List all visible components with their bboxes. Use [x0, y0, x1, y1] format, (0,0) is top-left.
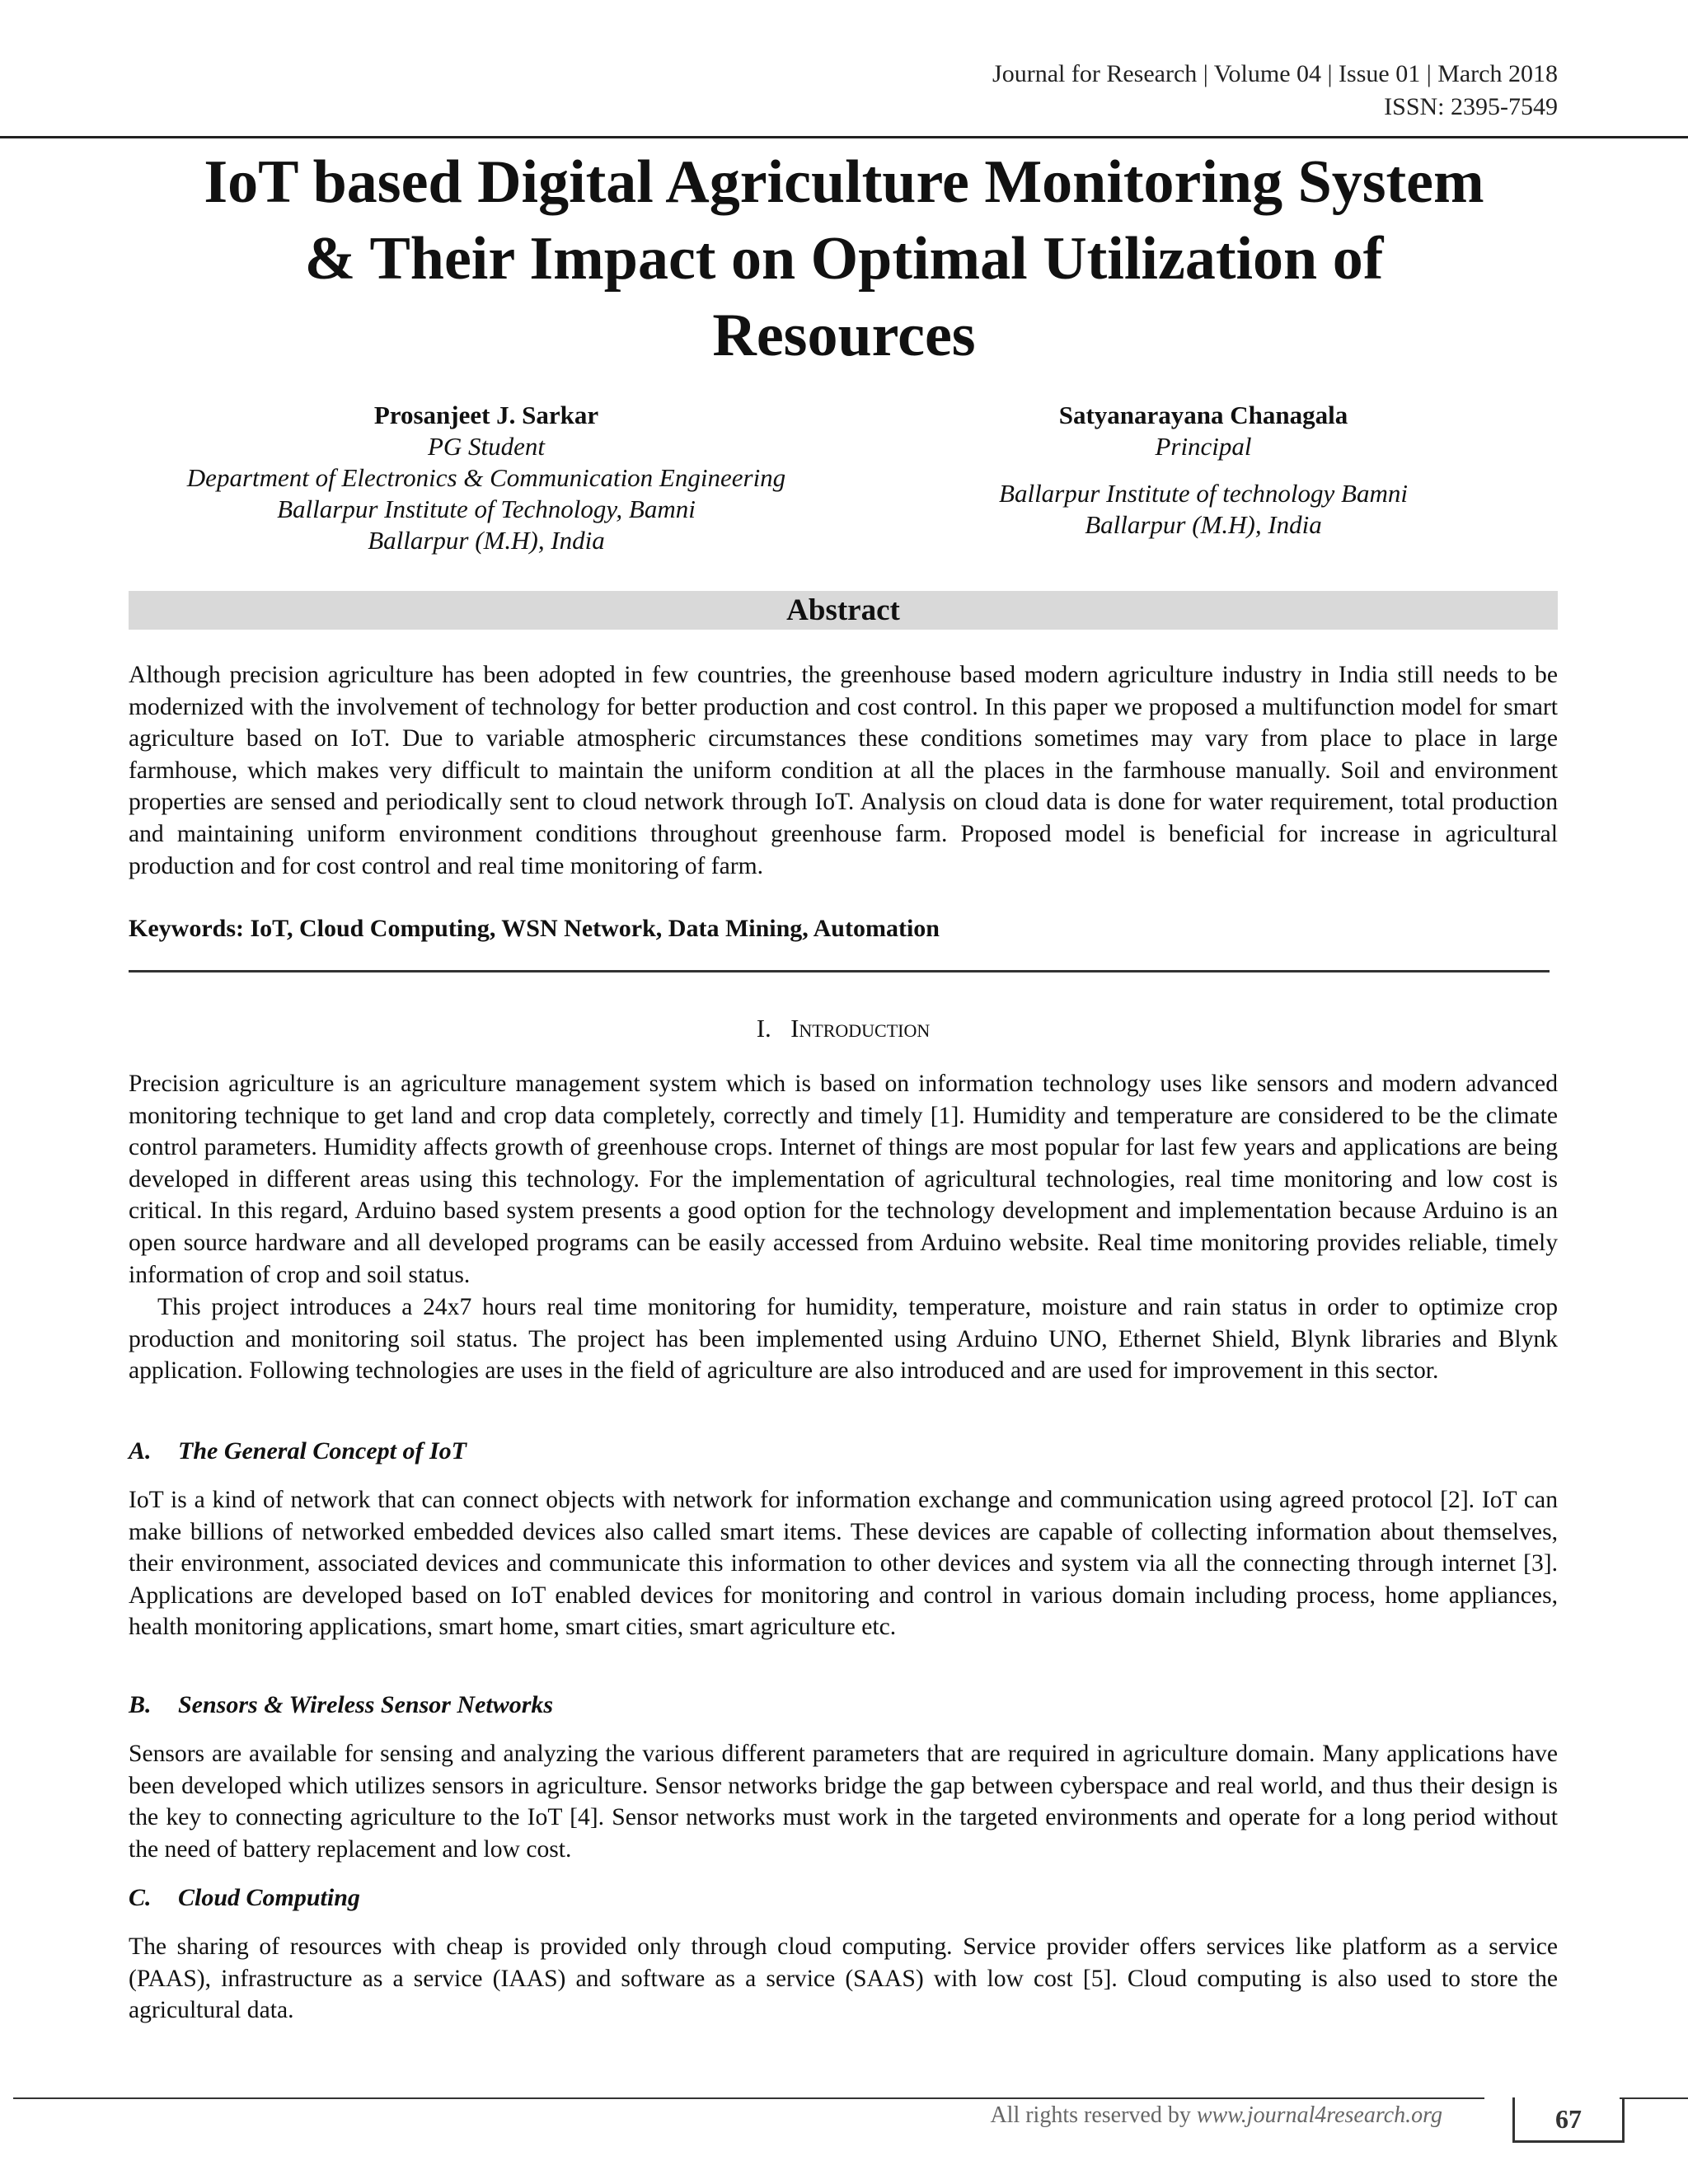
author-role: PG Student: [427, 432, 546, 461]
author-location: Ballarpur (M.H), India: [368, 526, 605, 555]
intro-paragraph-2: This project introduces a 24x7 hours real time monitoring for humidity, temperature, moisture and rain status in order to optimize crop production and monitoring soil status. The project has been implemented using Arduino UNO, Ethernet Shield, Blynk libraries and Blynk application. Following technologies are uses in the field of agriculture are also introduced and are used for improvement in this sector.: [129, 1294, 1558, 1385]
subsection-heading-a: [129, 1435, 1558, 1468]
author-affiliation: Ballarpur Institute of technology Bamni: [999, 479, 1408, 508]
header-rule: [0, 136, 1688, 138]
author-name: Satyanarayana Chanagala: [1058, 401, 1348, 429]
abstract-heading: Abstract: [129, 591, 1558, 630]
footer-rights: [783, 2100, 1442, 2131]
keywords: Keywords: IoT, Cloud Computing, WSN Network, Data Mining, Automation: [129, 915, 940, 942]
section-heading-introduction: [129, 1012, 1558, 1045]
subsection-title: Cloud Computing: [178, 1884, 360, 1911]
page-box-rule: [1620, 2097, 1688, 2099]
section-title: Introduction: [790, 1014, 931, 1043]
intro-paragraph-1: Precision agriculture is an agriculture management system which is based on information technology uses like sensors and modern advanced monitoring technique to get land and crop data completely, correctly and timely [1]. Humidity and temperature are considered to be the climate control parameters. Humidity affects growth of greenhouse crops. Internet of things are most popular for last few years and applications are being developed in different areas using this technology. For the implementation of agricultural technologies, real time monitoring and low cost is critical. In this regard, Arduino based system presents a good option for the technology development and implementation because Arduino is an open source hardware and all developed programs can be easily accessed from Arduino website. Real time monitoring provides reliable, timely information of crop and soil status.: [129, 1071, 1558, 1288]
journal-website-link[interactable]: www.journal4research.org: [1196, 2102, 1442, 2128]
subsection-title: Sensors & Wireless Sensor Networks: [178, 1691, 554, 1718]
subsection-text-a: IoT is a kind of network that can connect objects with network for information exchange and communication using agreed protocol [2]. IoT can make billions of networked embedded devices also called smart items. These devices are capable of collecting information about themselves, their environment, associated devices and communicate this information to other devices and system via all the connecting through internet [3]. Applications are developed based on IoT enabled devices for monitoring and control in various domain including process, home appliances, health monitoring applications, smart home, smart cities, smart agriculture etc.: [129, 1487, 1558, 1641]
subsection-text-c: The sharing of resources with cheap is provided only through cloud computing. Service provider offers services like platform as a service (PAAS), infrastructure as a service (IAAS) and software as a service (SAAS) with low cost [5]. Cloud computing is also used to store the agricultural data.: [129, 1933, 1558, 2024]
author-name: Prosanjeet J. Sarkar: [373, 401, 599, 429]
subsection-text-b: Sensors are available for sensing and analyzing the various different parameters that are required in agriculture domain. Many applications have been developed which utilizes sensors in agriculture. Sensor networks bridge the gap between cyberspace and real world, and thus their design is the key to connecting agriculture to the IoT [4]. Sensor networks must work in the targeted environments and operate for a long period without the need of battery replacement and low cost.: [129, 1741, 1558, 1863]
author-block-1: [107, 400, 865, 556]
abstract-text: Although precision agriculture has been adopted in few countries, the greenhouse based modern agriculture industry in India still needs to be modernized with the involvement of technology for better production and cost control. In this paper we proposed a multifunction model for smart agriculture based on IoT. Due to variable atmospheric circumstances these conditions sometimes may vary from place to place in large farmhouse, which makes very difficult to maintain the uniform condition at all the places in the farmhouse manually. Soil and environment properties are sensed and periodically sent to cloud network through IoT. Analysis on cloud data is done for water requirement, total production and maintaining uniform environment conditions throughout greenhouse farm. Proposed model is beneficial for increase in agricultural production and for cost control and real time monitoring of farm.: [129, 662, 1558, 879]
rights-text: All rights reserved by: [990, 2102, 1197, 2128]
journal-info: Journal for Research | Volume 04 | Issue 01 | March 2018: [992, 60, 1558, 87]
subsection-letter: A.: [129, 1437, 152, 1465]
keywords-rule: [129, 970, 1550, 972]
subsection-letter: C.: [129, 1884, 152, 1911]
paper-title: [82, 144, 1606, 374]
subsection-letter: B.: [129, 1691, 152, 1718]
footer-rule: [13, 2097, 1484, 2099]
title-line-3: Resources: [712, 302, 976, 369]
journal-header: [992, 58, 1558, 124]
issn: ISSN: 2395-7549: [1384, 93, 1558, 120]
page-number: 67: [1512, 2097, 1625, 2143]
section-number: I.: [756, 1014, 771, 1043]
subsection-heading-b: [129, 1689, 1558, 1722]
title-line-1: IoT based Digital Agriculture Monitoring System: [204, 148, 1484, 216]
author-location: Ballarpur (M.H), India: [1085, 510, 1322, 539]
subsection-heading-c: [129, 1882, 1558, 1915]
author-affiliation: Department of Electronics & Communication Engineering: [186, 463, 786, 492]
title-line-2: & Their Impact on Optimal Utilization of: [304, 225, 1384, 293]
subsection-title: The General Concept of IoT: [178, 1437, 467, 1465]
author-affiliation: Ballarpur Institute of Technology, Bamni: [277, 494, 696, 523]
author-role: Principal: [1155, 432, 1252, 461]
author-block-2: [857, 400, 1550, 541]
